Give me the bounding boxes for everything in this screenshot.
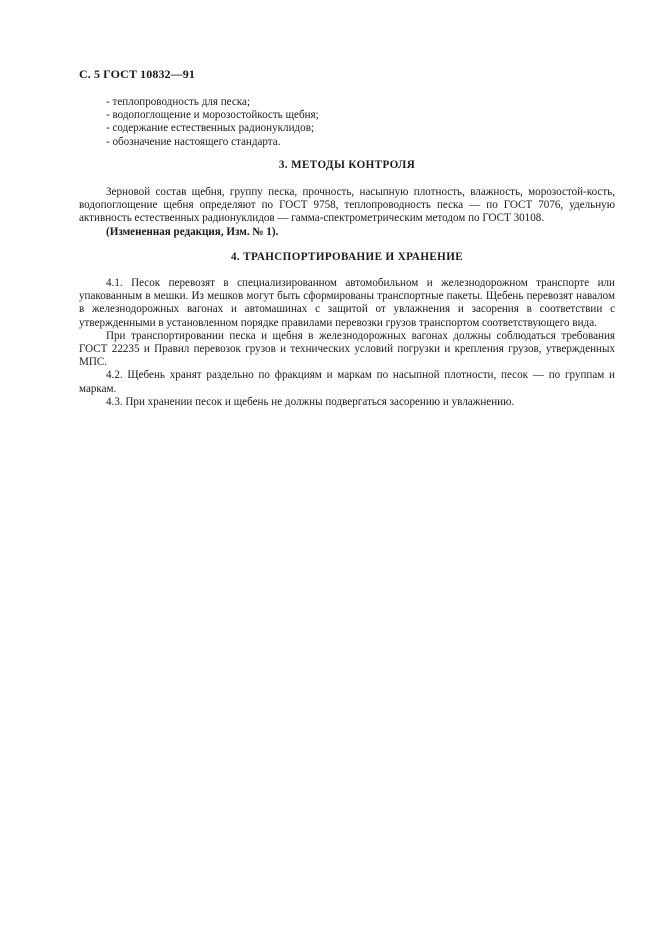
edit-note: (Измененная редакция, Изм. № 1). [106,225,279,238]
section-4-title: 4. ТРАНСПОРТИРОВАНИЕ И ХРАНЕНИЕ [230,250,464,263]
section-3-title: 3. МЕТОДЫ КОНТРОЛЯ [278,158,416,171]
page-header: С. 5 ГОСТ 10832—91 [79,67,195,81]
intro-list [79,96,615,149]
section-4-paragraph-transport: При транспортировании песка и щебня в железнодорожных вагонах должны соблюдаться требования ГОСТ 22235 и Правил перевозок грузов и технических условий погрузки и крепления грузов, утвержденных МПС. [79,329,615,369]
section-4-paragraph-4-1: 4.1. Песок перевозят в специализированном автомобильном и железнодорожном транспорте или упакованным в мешки. Из мешков могут быть сформированы транспортные пакеты. Щебень перевозят навалом в железнодорожных вагонах и автомашинах с защитой от увлажнения и засорения в соответствии с утвержденными в установленном порядке правилами перевозки грузов транспортом соответствующего вида. [79,277,615,329]
section-4-paragraph-4-3: 4.3. При хранении песок и щебень не должны подвергаться засорению и увлажнению. [106,395,515,408]
list-item: - теплопроводность для песка; [106,96,251,108]
list-item: - содержание естественных радионуклидов; [106,122,315,135]
list-item: - обозначение настоящего стандарта. [106,135,281,148]
list-item: - водопоглощение и морозостойкость щебня; [106,109,319,122]
section-3-paragraph: Зерновой состав щебня, группу песка, прочность, насыпную плотность, влажность, морозостой-кость, водопоглощение щебня определяют по ГОСТ 9758, теплопроводность песка — по ГОСТ 7076, удельную активность естественных радионуклидов — гамма-спектрометрическим методом по ГОСТ 30108. [79,186,615,225]
document-body [79,96,615,409]
section-4-paragraph-4-2: 4.2. Щебень хранят раздельно по фракциям и маркам по насыпной плотности, песок — по группам и маркам. [79,369,615,395]
